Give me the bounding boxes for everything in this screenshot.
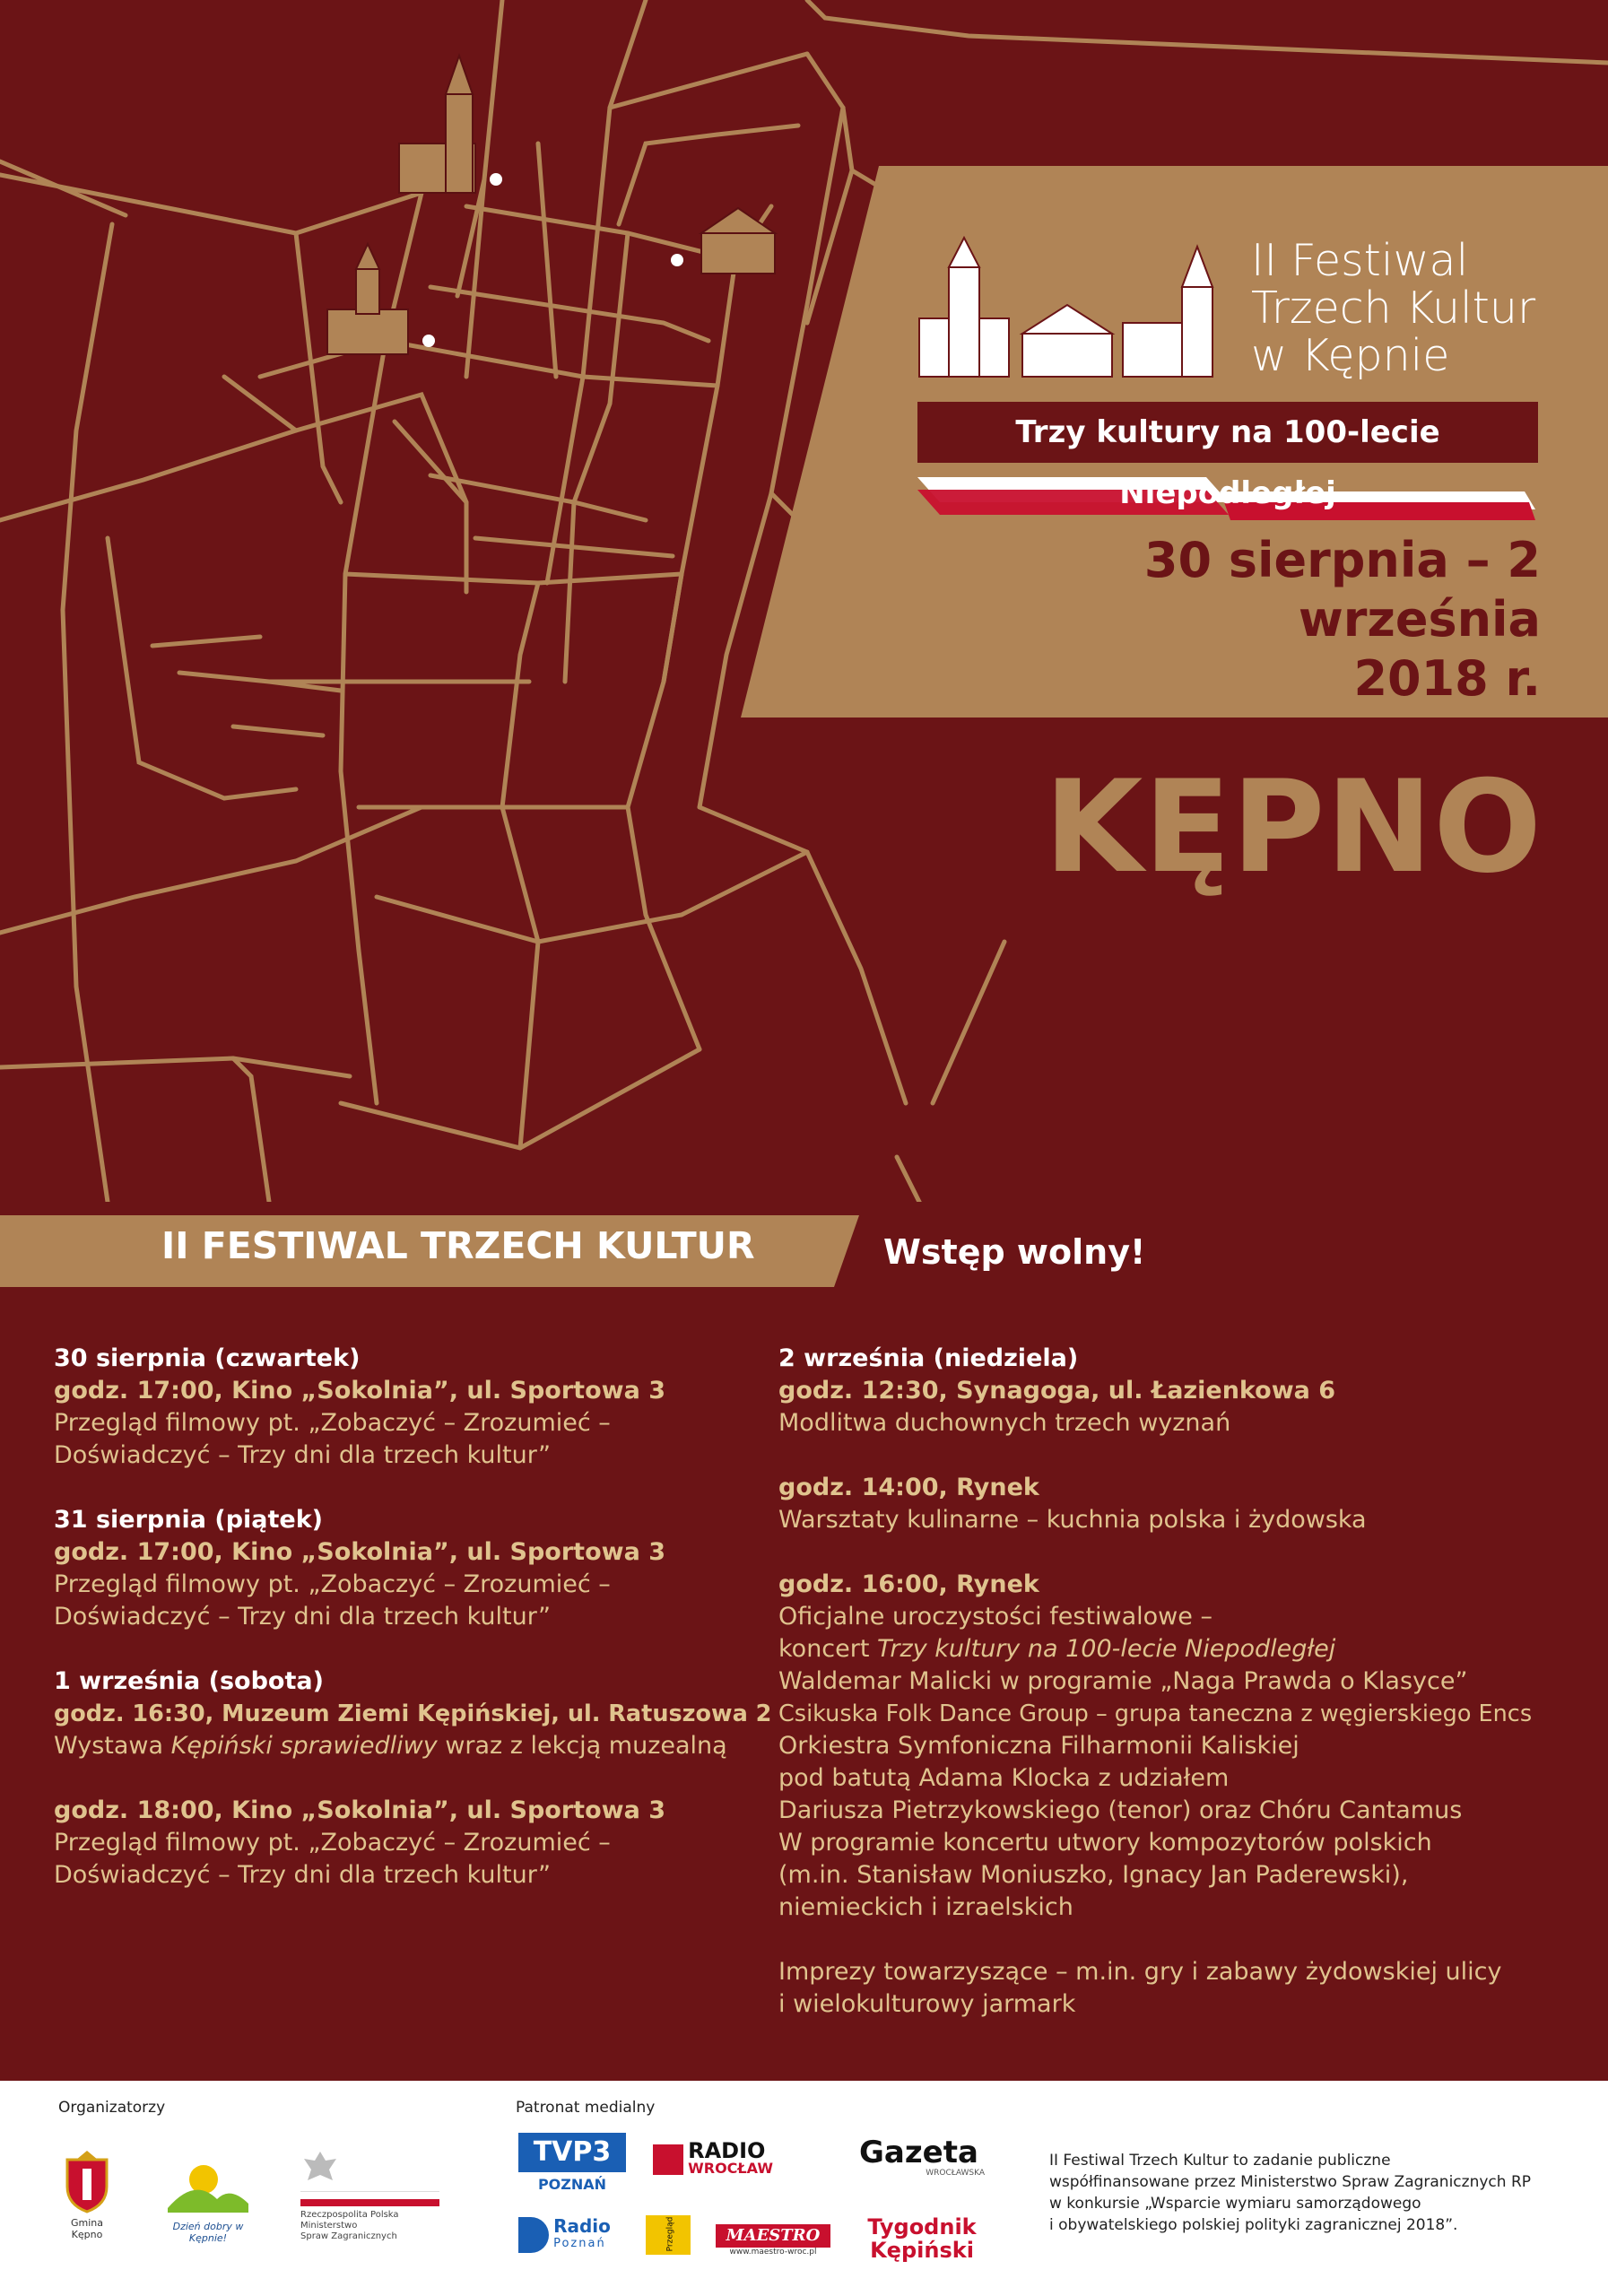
przeglad-logo <box>646 2215 691 2255</box>
festival-title <box>1251 237 1592 379</box>
tygodnik-line2: Kępiński <box>870 2238 974 2263</box>
program-left-column <box>54 1343 772 1892</box>
day-heading: 30 sierpnia (czwartek) <box>54 1344 361 1372</box>
event-description: Przegląd filmowy pt. „Zobaczyć – Zrozumieć – <box>54 1409 611 1437</box>
day-heading: 31 sierpnia (piątek) <box>54 1506 324 1534</box>
przeglad-text: Przegląd <box>665 2216 675 2252</box>
event-description: Przegląd filmowy pt. „Zobaczyć – Zrozumieć – <box>54 1829 611 1857</box>
event-time: godz. 17:00, Kino „Sokolnia”, ul. Sportowa 3 <box>54 1377 665 1405</box>
event-time: godz. 17:00, Kino „Sokolnia”, ul. Sportowa 3 <box>54 1538 665 1566</box>
eagle-emblem-icon <box>300 2148 340 2184</box>
event-time: godz. 12:30, Synagoga, ul. Łazienkowa 6 <box>778 1377 1336 1405</box>
media-label: Patronat medialny <box>516 2099 656 2117</box>
free-entry: Wstęp wolny! <box>883 1232 1146 1272</box>
note-line3: w konkursie „Wsparcie wymiaru samorządowego <box>1049 2195 1421 2213</box>
gazeta-title: Gazeta <box>859 2135 978 2170</box>
ministry-line2: Ministerstwo <box>300 2221 358 2231</box>
event-description: i wielokulturowy jarmark <box>778 1990 1076 2018</box>
event-description: Wystawa Kępiński sprawiedliwy wraz z lekcją muzealną <box>54 1732 727 1760</box>
festival-title-line1: II Festiwal <box>1251 235 1469 286</box>
program-right-column <box>778 1343 1590 2021</box>
event-time: godz. 18:00, Kino „Sokolnia”, ul. Sportowa 3 <box>54 1796 665 1824</box>
event-description: Orkiestra Symfoniczna Filharmonii Kaliskiej <box>778 1732 1299 1760</box>
event-description: Modlitwa duchownych trzech wyznań <box>778 1409 1231 1437</box>
ministry-line3: Spraw Zagranicznych <box>300 2231 397 2241</box>
note-line2: współfinansowane przez Ministerstwo Spraw Zagranicznych RP <box>1049 2173 1532 2191</box>
event-description: W programie koncertu utwory kompozytorów polskich <box>778 1829 1432 1857</box>
tvp3-mark: TVP3 <box>518 2133 626 2172</box>
gmina-kepno-logo <box>56 2151 118 2240</box>
festival-title-line2: Trzech Kultur <box>1251 283 1536 334</box>
event-description: koncert Trzy kultury na 100-lecie Niepodległej <box>778 1635 1336 1663</box>
dates-line1: 30 sierpnia – 2 września <box>1143 532 1541 648</box>
sun-hills-icon <box>163 2154 253 2217</box>
tvp3-city: POZNAŃ <box>537 2176 607 2193</box>
event-description: Doświadczyć – Trzy dni dla trzech kultur” <box>54 1861 551 1889</box>
event-description: Imprezy towarzyszące – m.in. gry i zabawy żydowskiej ulicy <box>778 1958 1502 1986</box>
note-line1: II Festiwal Trzech Kultur to zadanie publiczne <box>1049 2152 1391 2170</box>
ministry-line1: Rzeczpospolita Polska <box>300 2210 399 2220</box>
event-time: godz. 16:00, Rynek <box>778 1570 1039 1598</box>
maestro-logo <box>716 2224 830 2257</box>
gmina-label: Gmina Kępno <box>70 2217 103 2240</box>
event-description: niemieckich i izraelskich <box>778 1893 1073 1921</box>
event-description: Dariusza Pietrzykowskiego (tenor) oraz Chóru Cantamus <box>778 1796 1463 1824</box>
festival-dates <box>906 531 1541 709</box>
event-description: Csikuska Folk Dance Group – grupa taneczna z węgierskiego Encs <box>778 1700 1533 1727</box>
event-description: Oficjalne uroczystości festiwalowe – <box>778 1603 1213 1631</box>
radio-poznan-icon <box>518 2217 549 2253</box>
event-description: Doświadczyć – Trzy dni dla trzech kultur” <box>54 1441 551 1469</box>
funding-note <box>1049 2150 1587 2236</box>
dates-line2: 2018 r. <box>1353 650 1541 707</box>
footer <box>0 2081 1608 2296</box>
organizers-label: Organizatorzy <box>58 2099 166 2117</box>
event-description: (m.in. Stanisław Moniuszko, Ignacy Jan Paderewski), <box>778 1861 1409 1889</box>
kepno-slogan-logo <box>154 2154 262 2244</box>
day-heading: 2 września (niedziela) <box>778 1344 1079 1372</box>
coat-of-arms-icon <box>60 2151 114 2213</box>
city-name: KĘPNO <box>1044 753 1543 901</box>
radio-wroclaw-line2: WROCŁAW <box>688 2160 773 2177</box>
event-time: godz. 16:30, Muzeum Ziemi Kępińskiej, ul. Ratuszowa 2 <box>54 1700 772 1727</box>
festival-title-line3: w Kępnie <box>1251 330 1450 381</box>
note-line4: i obywatelskiego polskiej polityki zagranicznej 2018”. <box>1049 2216 1458 2234</box>
radio-poznan-logo <box>518 2217 626 2253</box>
tygodnik-line1: Tygodnik <box>867 2214 977 2239</box>
ministry-logo <box>300 2148 444 2242</box>
tvp3-poznan-logo <box>518 2133 626 2193</box>
event-description: Warsztaty kulinarne – kuchnia polska i żydowska <box>778 1506 1367 1534</box>
radio-poznan-line1: Radio <box>553 2215 611 2237</box>
event-description: Waldemar Malicki w programie „Naga Prawda o Klasyce” <box>778 1667 1468 1695</box>
day-heading: 1 września (sobota) <box>54 1667 324 1695</box>
radio-wroclaw-icon <box>653 2144 683 2175</box>
banner-title: II FESTIWAL TRZECH KULTUR <box>161 1224 755 1267</box>
event-description: pod batutą Adama Klocka z udziałem <box>778 1764 1230 1792</box>
slogan-text: Dzień dobry w Kępnie! <box>172 2221 244 2244</box>
festival-subtitle: Trzy kultury na 100-lecie Niepodległej <box>917 402 1538 463</box>
radio-poznan-line2: Poznań <box>553 2237 606 2250</box>
event-description: Przegląd filmowy pt. „Zobaczyć – Zrozumieć – <box>54 1570 611 1598</box>
maestro-title: MAESTRO <box>716 2224 830 2248</box>
event-description: Doświadczyć – Trzy dni dla trzech kultur” <box>54 1603 551 1631</box>
radio-wroclaw-line1: RADIO <box>688 2138 766 2163</box>
maestro-url: www.maestro-wroc.pl <box>729 2248 817 2257</box>
event-time: godz. 14:00, Rynek <box>778 1474 1039 1501</box>
gazeta-subtitle: WROCŁAWSKA <box>926 2169 985 2178</box>
gazeta-wroclawska-logo <box>859 2136 985 2178</box>
tygodnik-kepinski-logo <box>859 2215 985 2262</box>
radio-wroclaw-logo <box>653 2138 832 2178</box>
